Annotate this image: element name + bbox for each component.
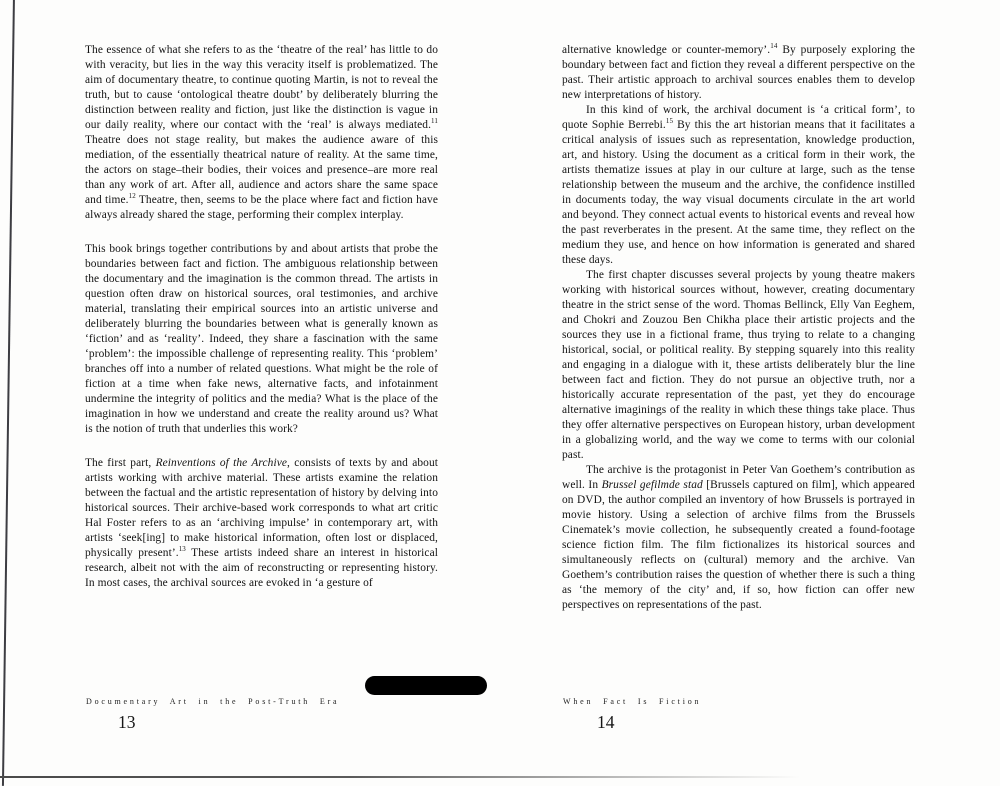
left-page-text-column xyxy=(85,43,438,591)
page-number-left: 13 xyxy=(118,712,136,732)
redaction-bar xyxy=(365,676,487,695)
body-paragraph: In this kind of work, the archival document is ‘a critical form’, to quote Sophie Berrebi.$^{15}$ By this the art historian means that it facilitates a critical analysis of issues such as representation, knowledge production, art, and history. Using the document as a critical form in their work, the artists thematize issues at play in our culture at large, such as the tense relationship between the museum and the archive, the confidence instilled in documents today, the way visual documents circulate in the art world and beyond. They connect actual events to historical events and reveal how the past reverberates in the present. At the same time, they reflect on the medium they use, and hence on how information is generated and shared these days. xyxy=(562,104,915,266)
body-paragraph: The first part, Reinventions of the Archive, consists of texts by and about artists working with archive material. These artists examine the relation between the factual and the artistic representation of history by delving into historical sources. Their archive-based work corresponds to what art critic Hal Foster refers to as an ‘archiving impulse’ in contemporary art, with artists ‘seek[ing] to make historical information, often lost or displaced, physically present’.$^{13}$ These artists indeed share an interest in historical research, albeit not with the aim of reconstructing or representing history. In most cases, the archival sources are evoked in ‘a gesture of xyxy=(85,457,439,589)
page-number-right: 14 xyxy=(597,712,615,732)
body-paragraph: This book brings together contributions by and about artists that probe the boundaries between fact and fiction. The ambiguous relationship between the documentary and the imagination is the common thread. The artists in question often draw on historical sources, oral testimonies, and archive material, translating their empirical sources into an artistic universe and deliberately blurring the boundaries between what is generally known as ‘fiction’ and as ‘reality’. Indeed, they share a fascination with the same ‘problem’: the impossible challenge of representing reality. This ‘problem’ branches off into a number of related questions. What might be the role of fiction at a time when fake news, alternative facts, and infotainment undermine the integrity of politics and the media? What is the place of the imagination in how we understand and create the reality around us? What is the notion of truth that underlies this work? xyxy=(85,243,438,435)
right-page-text-column xyxy=(562,43,915,613)
running-title-left: Documentary Art in the Post-Truth Era xyxy=(86,697,340,706)
body-paragraph: The first chapter discusses several projects by young theatre makers working with historical sources without, however, creating documentary theatre in the strict sense of the word. Thomas Bellinck, Elly Van Eeghem, and Chokri and Zouzou Ben Chikha place their artistic projects and the sources they use in a fictional frame, thus trying to relate to a changing historical, social, or political reality. By stepping squarely into this reality and engaging in a dialogue with it, these artists deliberately blur the line between fact and fiction. They do not pursue an objective truth, nor a historically accurate representation of the past, yet they do encourage alternative imaginings of the reality in which these things take place. Thus they offer alternative perspectives on European history, urban development in a globalizing world, and the way we come to terms with our colonial past. xyxy=(562,269,915,461)
body-paragraph: The archive is the protagonist in Peter Van Goethem’s contribution as well. In Brussel gefilmde stad [Brussels captured on film], which appeared on DVD, the author compiled an inventory of how Brussels is portrayed in movie history. Using a selection of archive films from the Brussels Cinematek’s movie collection, he subsequently created a found-footage science fiction film. The film fictionalizes its historical sources and simultaneously reflects on (cultural) memory and the archive. Van Goethem’s contribution raises the question of whether there is such a thing as ‘the memory of the city’ and, if so, how fiction can offer new perspectives on representations of the past. xyxy=(562,464,915,611)
body-paragraph: alternative knowledge or counter-memory’.$^{14}$ By purposely exploring the boundary between fact and fiction they reveal a different perspective on the past. Their artistic approach to archival sources enables them to develop new interpretations of history. xyxy=(562,42,915,101)
scan-edge-line-left xyxy=(2,0,15,786)
running-title-right: When Fact Is Fiction xyxy=(563,697,702,706)
body-paragraph: The essence of what she refers to as the ‘theatre of the real’ has little to do with veracity, but lies in the way this veracity itself is problematized. The aim of documentary theatre, to continue quoting Martin, is not to reveal the truth, but to cause ‘ontological theatre doubt’ by deliberately blurring the distinction between reality and fiction, just like the distinction is vague in our daily reality, where our contact with the ‘real’ is always mediated.$^{11}$ Theatre does not stage reality, but makes the audience aware of this mediation, of the essentially theatrical nature of reality. At the same time, the actors on stage–their bodies, their voices and presence–are more real than any work of art. After all, audience and actors share the same space and time.$^{12}$ Theatre, then, seems to be the place where fact and fiction have always already shared the stage, performing their complex interplay. xyxy=(85,44,438,221)
